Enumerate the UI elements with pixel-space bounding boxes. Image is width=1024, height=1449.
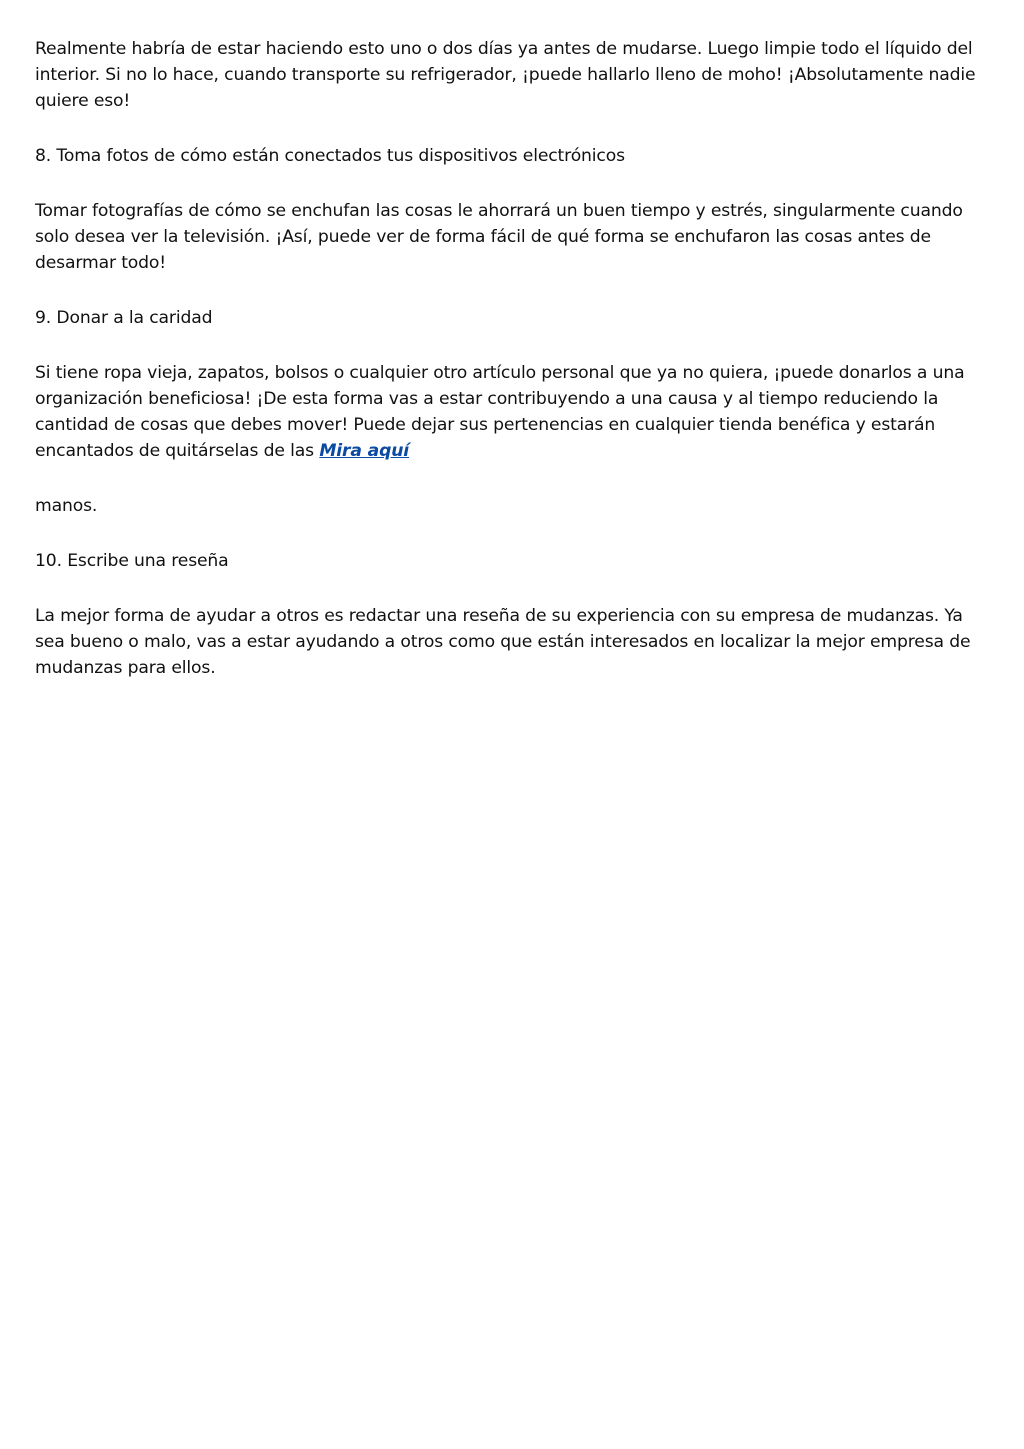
paragraph-donate-tail: manos.	[35, 496, 98, 516]
paragraph-review: La mejor forma de ayudar a otros es redactar una reseña de su experiencia con su empresa de mudanzas. Ya sea bueno o malo, vas a estar ayudando a otros como que están interesados en localizar la mejor empresa de mudanzas para ellos.	[35, 606, 971, 678]
heading-step-9: 9. Donar a la caridad	[35, 308, 213, 328]
mira-aqui-link[interactable]: Mira aquí	[319, 441, 410, 461]
paragraph-fridge: Realmente habría de estar haciendo esto uno o dos días ya antes de mudarse. Luego limpie todo el líquido del interior. Si no lo hace, cuando transporte su refrigerador, ¡puede hallarlo lleno de moho! ¡Absolutamente nadie quiere eso!	[35, 39, 976, 111]
paragraph-donate	[35, 360, 995, 464]
heading-step-10: 10. Escribe una reseña	[35, 551, 229, 571]
heading-step-8: 8. Toma fotos de cómo están conectados tus dispositivos electrónicos	[35, 146, 625, 166]
document-body	[35, 36, 995, 710]
paragraph-photos: Tomar fotografías de cómo se enchufan las cosas le ahorrará un buen tiempo y estrés, singularmente cuando solo desea ver la televisión. ¡Así, puede ver de forma fácil de qué forma se enchufaron las cosas antes de desarmar todo!	[35, 201, 963, 273]
paragraph-donate-text: Si tiene ropa vieja, zapatos, bolsos o cualquier otro artículo personal que ya no quiera, ¡puede donarlos a una organización beneficiosa! ¡De esta forma vas a estar contribuyendo a una causa y al tiempo reduciendo la cantidad de cosas que debes mover! Puede dejar sus pertenencias en cualquier tienda benéfica y estarán encantados de quitárselas de las	[35, 363, 965, 461]
